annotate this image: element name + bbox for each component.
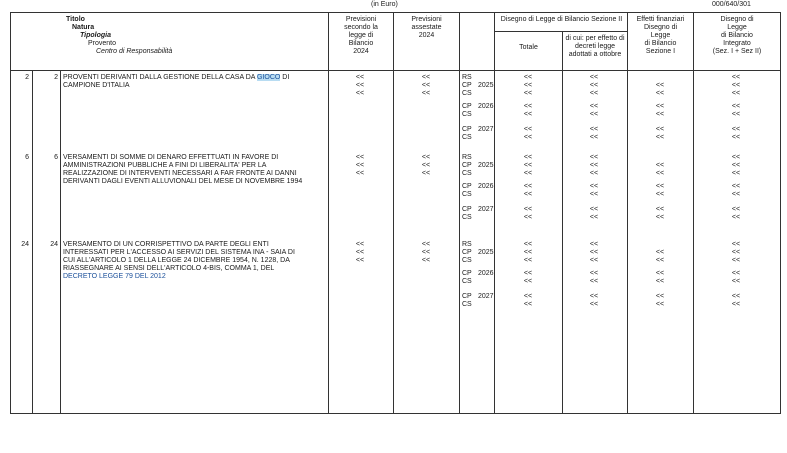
marker-integrato: << — [731, 214, 741, 221]
col-line — [10, 12, 11, 414]
type-label-cs: CS — [462, 257, 472, 264]
marker-totale: << — [523, 111, 533, 118]
marker-totale: << — [523, 162, 533, 169]
type-label-cs: CS — [462, 90, 472, 97]
year-label: 2027 — [478, 206, 494, 213]
marker-totale: << — [523, 103, 533, 110]
marker-di-cui: << — [589, 126, 599, 133]
type-label-cp: CP — [462, 293, 472, 300]
marker-di-cui: << — [589, 90, 599, 97]
marker-previsioni-legge: << — [355, 170, 365, 177]
year-label: 2027 — [478, 126, 494, 133]
marker-di-cui: << — [589, 278, 599, 285]
type-label-cs: CS — [462, 301, 472, 308]
type-label-rs: RS — [462, 241, 472, 248]
marker-integrato: << — [731, 74, 741, 81]
marker-integrato: << — [731, 82, 741, 89]
marker-previsioni-legge: << — [355, 154, 365, 161]
document-code: 000/640/301 — [712, 1, 751, 8]
col-line — [494, 12, 495, 414]
marker-totale: << — [523, 241, 533, 248]
type-label-cp: CP — [462, 162, 472, 169]
marker-di-cui: << — [589, 162, 599, 169]
header-tipologia: Tipologia — [80, 32, 111, 39]
marker-di-cui: << — [589, 241, 599, 248]
type-label-cp: CP — [462, 206, 472, 213]
marker-integrato: << — [731, 293, 741, 300]
row-code-a: 2 — [25, 74, 29, 81]
marker-di-cui: << — [589, 270, 599, 277]
marker-effetti: << — [655, 293, 665, 300]
header-previsioni-legge: Previsioni secondo la legge di Bilancio 2024 — [344, 16, 378, 55]
marker-previsioni-assestate: << — [421, 162, 431, 169]
marker-effetti: << — [655, 170, 665, 177]
marker-di-cui: << — [589, 206, 599, 213]
marker-effetti: << — [655, 103, 665, 110]
type-label-cp: CP — [462, 126, 472, 133]
marker-di-cui: << — [589, 301, 599, 308]
marker-integrato: << — [731, 154, 741, 161]
year-label: 2026 — [478, 103, 494, 110]
marker-totale: << — [523, 170, 533, 177]
marker-effetti: << — [655, 111, 665, 118]
type-label-cp: CP — [462, 103, 472, 110]
highlighted-word: GIOCO — [257, 74, 281, 81]
marker-previsioni-legge: << — [355, 249, 365, 256]
marker-previsioni-legge: << — [355, 90, 365, 97]
row-code-b: 24 — [50, 241, 58, 248]
marker-totale: << — [523, 126, 533, 133]
marker-integrato: << — [731, 111, 741, 118]
col-line — [562, 31, 563, 414]
marker-previsioni-legge: << — [355, 162, 365, 169]
marker-effetti: << — [655, 126, 665, 133]
col-line — [60, 70, 61, 414]
type-label-cs: CS — [462, 278, 472, 285]
marker-integrato: << — [731, 206, 741, 213]
marker-di-cui: << — [589, 191, 599, 198]
marker-di-cui: << — [589, 257, 599, 264]
col-line — [627, 12, 628, 414]
row-code-b: 6 — [54, 154, 58, 161]
marker-di-cui: << — [589, 249, 599, 256]
col-line — [780, 12, 781, 414]
marker-integrato: << — [731, 90, 741, 97]
marker-totale: << — [523, 270, 533, 277]
col-line — [328, 12, 329, 414]
marker-effetti: << — [655, 278, 665, 285]
col-line — [32, 70, 33, 414]
marker-totale: << — [523, 191, 533, 198]
col-line — [459, 12, 460, 414]
type-label-cp: CP — [462, 270, 472, 277]
type-label-cp: CP — [462, 183, 472, 190]
year-label: 2027 — [478, 293, 494, 300]
marker-integrato: << — [731, 257, 741, 264]
year-label: 2026 — [478, 270, 494, 277]
header-provento: Provento — [88, 40, 117, 47]
year-label: 2025 — [478, 82, 494, 89]
marker-effetti: << — [655, 270, 665, 277]
marker-previsioni-assestate: << — [421, 249, 431, 256]
marker-totale: << — [523, 90, 533, 97]
type-label-cp: CP — [462, 82, 472, 89]
marker-integrato: << — [731, 249, 741, 256]
marker-totale: << — [523, 278, 533, 285]
marker-previsioni-legge: << — [355, 241, 365, 248]
marker-totale: << — [523, 134, 533, 141]
type-label-cs: CS — [462, 214, 472, 221]
marker-totale: << — [523, 183, 533, 190]
marker-di-cui: << — [589, 183, 599, 190]
marker-totale: << — [523, 301, 533, 308]
row-code-b: 2 — [54, 74, 58, 81]
year-label: 2025 — [478, 162, 494, 169]
type-label-rs: RS — [462, 154, 472, 161]
marker-integrato: << — [731, 126, 741, 133]
marker-integrato: << — [731, 270, 741, 277]
marker-integrato: << — [731, 278, 741, 285]
header-bottom-line — [10, 70, 781, 71]
marker-totale: << — [523, 214, 533, 221]
marker-di-cui: << — [589, 134, 599, 141]
year-label: 2026 — [478, 183, 494, 190]
row-description: VERSAMENTI DI SOMME DI DENARO EFFETTUATI IN FAVORE DI AMMINISTRAZIONI PUBBLICHE A FINI DI LIBERALITA' PER LA REALIZZAZIONE DI INTERVENTI NECESSARI A FAR FRONTE AI DANNI DERIVANTI DAGLI EVENTI ALLUVIONALI DEL MESE DI NOVEMBRE 1994 — [63, 154, 303, 185]
marker-totale: << — [523, 206, 533, 213]
header-previsioni-assestate: Previsioni assestate 2024 — [411, 16, 442, 39]
marker-effetti: << — [655, 134, 665, 141]
marker-totale: << — [523, 257, 533, 264]
header-integrato: Disegno di Legge di Bilancio Integrato (Sez. I + Sez II) — [712, 16, 762, 55]
marker-previsioni-legge: << — [355, 82, 365, 89]
marker-totale: << — [523, 249, 533, 256]
marker-integrato: << — [731, 162, 741, 169]
marker-di-cui: << — [589, 214, 599, 221]
marker-totale: << — [523, 293, 533, 300]
currency-note: (in Euro) — [371, 1, 398, 8]
marker-integrato: << — [731, 241, 741, 248]
frame-top — [10, 12, 781, 13]
marker-di-cui: << — [589, 293, 599, 300]
marker-totale: << — [523, 154, 533, 161]
type-label-cs: CS — [462, 111, 472, 118]
header-disegno-sez2: Disegno di Legge di Bilancio Sezione II — [500, 16, 623, 23]
type-label-cs: CS — [462, 191, 472, 198]
marker-previsioni-assestate: << — [421, 90, 431, 97]
marker-previsioni-legge: << — [355, 257, 365, 264]
marker-di-cui: << — [589, 82, 599, 89]
marker-effetti: << — [655, 183, 665, 190]
row-description: VERSAMENTO DI UN CORRISPETTIVO DA PARTE DEGLI ENTI INTERESSATI PER L'ACCESSO AI SERVIZI DEL SISTEMA INA - SAIA DI CUI ALL'ARTICOLO 1 DELLA LEGGE 24 DICEMBRE 1954, N. 1228, DA RIASSEGNARE AI SENSI DELL'ARTICOLO 4-BIS, COMMA 1, DEL DECRETO LEGGE 79 DEL 2012 — [63, 241, 295, 280]
marker-effetti: << — [655, 249, 665, 256]
type-label-cs: CS — [462, 170, 472, 177]
marker-previsioni-assestate: << — [421, 241, 431, 248]
marker-effetti: << — [655, 301, 665, 308]
marker-effetti: << — [655, 90, 665, 97]
marker-previsioni-assestate: << — [421, 154, 431, 161]
marker-integrato: << — [731, 103, 741, 110]
marker-di-cui: << — [589, 74, 599, 81]
marker-totale: << — [523, 74, 533, 81]
marker-integrato: << — [731, 170, 741, 177]
marker-integrato: << — [731, 183, 741, 190]
year-label: 2025 — [478, 249, 494, 256]
header-effetti-finanziari: Effetti finanziari Disegno di Legge di Bilancio Sezione I — [636, 16, 685, 55]
col-line — [693, 12, 694, 414]
marker-di-cui: << — [589, 154, 599, 161]
row-code-a: 6 — [25, 154, 29, 161]
marker-di-cui: << — [589, 111, 599, 118]
type-label-rs: RS — [462, 74, 472, 81]
header-di-cui: di cui: per effetto di decreti legge adottati a ottobre — [565, 35, 625, 58]
row-description: PROVENTI DERIVANTI DALLA GESTIONE DELLA CASA DA GIOCO DI CAMPIONE D'ITALIA — [63, 74, 290, 89]
marker-di-cui: << — [589, 103, 599, 110]
header-totale: Totale — [519, 44, 538, 51]
col-line — [393, 12, 394, 414]
marker-integrato: << — [731, 134, 741, 141]
marker-previsioni-assestate: << — [421, 170, 431, 177]
frame-bottom — [10, 413, 781, 414]
marker-previsioni-legge: << — [355, 74, 365, 81]
type-label-cs: CS — [462, 134, 472, 141]
marker-integrato: << — [731, 301, 741, 308]
type-label-cp: CP — [462, 249, 472, 256]
marker-di-cui: << — [589, 170, 599, 177]
header-titolo: Titolo — [66, 16, 85, 23]
marker-effetti: << — [655, 82, 665, 89]
header-natura: Natura — [72, 24, 95, 31]
header-centro: Centro di Responsabilità — [96, 48, 173, 55]
marker-effetti: << — [655, 191, 665, 198]
marker-previsioni-assestate: << — [421, 82, 431, 89]
marker-effetti: << — [655, 162, 665, 169]
subheader-line — [494, 31, 627, 32]
row-code-a: 24 — [21, 241, 29, 248]
marker-effetti: << — [655, 214, 665, 221]
marker-effetti: << — [655, 257, 665, 264]
marker-effetti: << — [655, 206, 665, 213]
marker-previsioni-assestate: << — [421, 74, 431, 81]
marker-totale: << — [523, 82, 533, 89]
marker-previsioni-assestate: << — [421, 257, 431, 264]
marker-integrato: << — [731, 191, 741, 198]
